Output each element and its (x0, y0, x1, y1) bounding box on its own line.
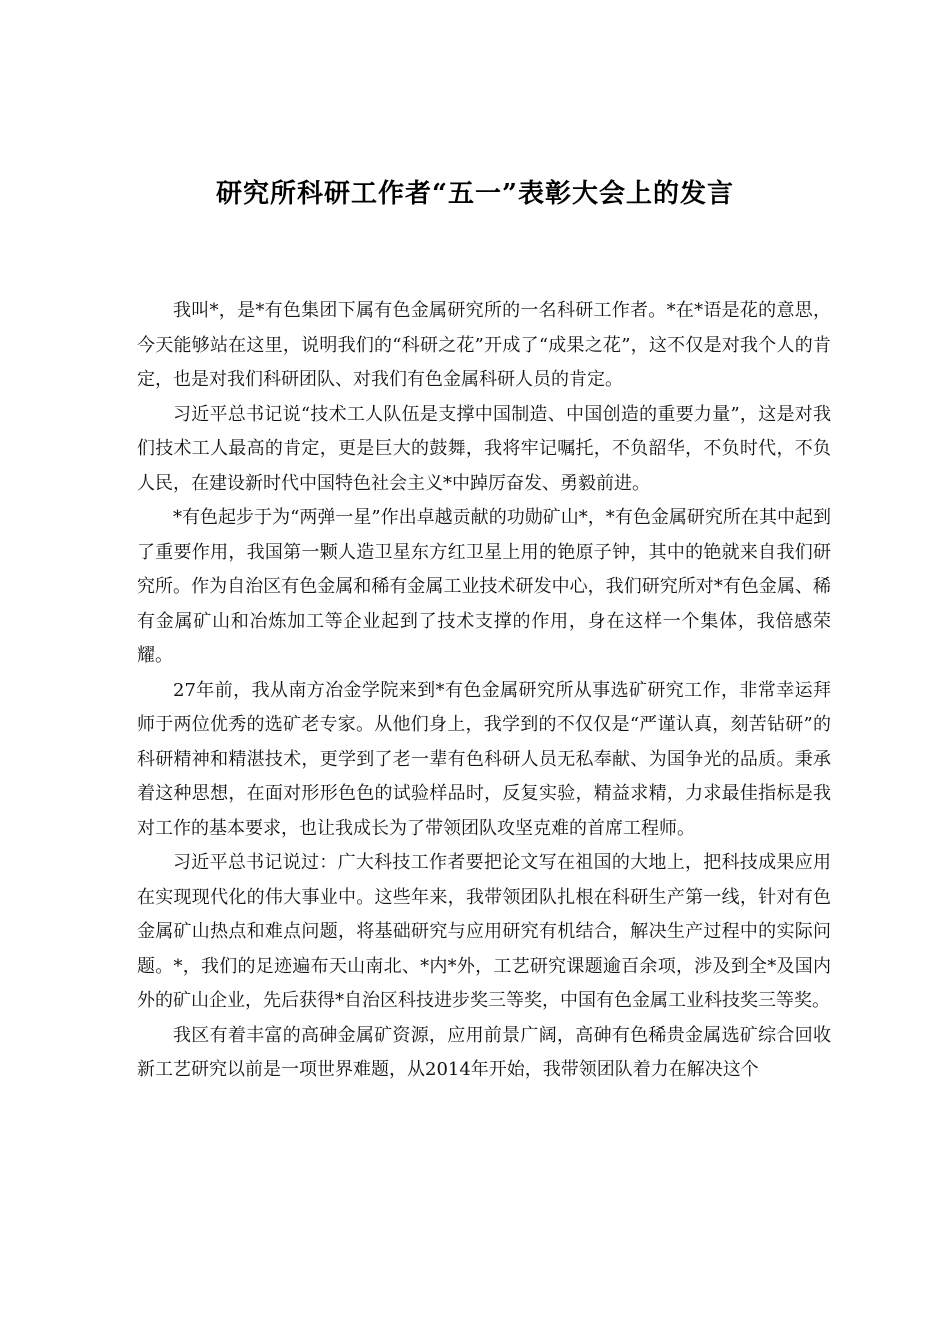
paragraph: *有色起步于为“两弹一星”作出卓越贡献的功勋矿山*，*有色金属研究所在其中起到了重要作用，我国第一颗人造卫星东方红卫星上用的铯原子钟，其中的铯就来自我们研究所。作为自治区有色金属和稀有金属工业技术研发中心，我们研究所对*有色金属、稀有金属矿山和冶炼加工等企业起到了技术支撑的作用，身在这样一个集体，我倍感荣耀。 (137, 507, 831, 666)
document-title: 研究所科研工作者“五一”表彰大会上的发言 (216, 179, 734, 209)
document-body (137, 294, 831, 1088)
paragraph: 我区有着丰富的高砷金属矿资源，应用前景广阔，高砷有色稀贵金属选矿综合回收新工艺研究以前是一项世界难题，从2014年开始，我带领团队着力在解决这个 (137, 1024, 831, 1080)
paragraph: 27年前，我从南方冶金学院来到*有色金属研究所从事选矿研究工作，非常幸运拜师于两位优秀的选矿老专家。从他们身上，我学到的不仅仅是“严谨认真，刻苦钻研”的科研精神和精湛技术，更学到了老一辈有色科研人员无私奉献、为国争光的品质。秉承着这种思想，在面对形形色色的试验样品时，反复实验，精益求精，力求最佳指标是我对工作的基本要求，也让我成长为了带领团队攻坚克难的首席工程师。 (137, 679, 831, 839)
paragraph: 习近平总书记说“技术工人队伍是支撑中国制造、中国创造的重要力量”，这是对我们技术工人最高的肯定，更是巨大的鼓舞，我将牢记嘱托，不负韶华，不负时代，不负人民，在建设新时代中国特色社会主义*中踔厉奋发、勇毅前进。 (137, 403, 831, 494)
paragraph: 习近平总书记说过：广大科技工作者要把论文写在祖国的大地上，把科技成果应用在实现现代化的伟大事业中。这些年来，我带领团队扎根在科研生产第一线，针对有色金属矿山热点和难点问题，将基础研究与应用研究有机结合，解决生产过程中的实际问题。*，我们的足迹遍布天山南北、*内*外，工艺研究课题逾百余项，涉及到全*及国内外的矿山企业，先后获得*自治区科技进步奖三等奖，中国有色金属工业科技奖三等奖。 (137, 852, 831, 1011)
paragraph: 我叫*，是*有色集团下属有色金属研究所的一名科研工作者。*在*语是花的意思，今天能够站在这里，说明我们的“科研之花”开成了“成果之花”，这不仅是对我个人的肯定，也是对我们科研团队、对我们有色金属科研人员的肯定。 (137, 300, 831, 390)
